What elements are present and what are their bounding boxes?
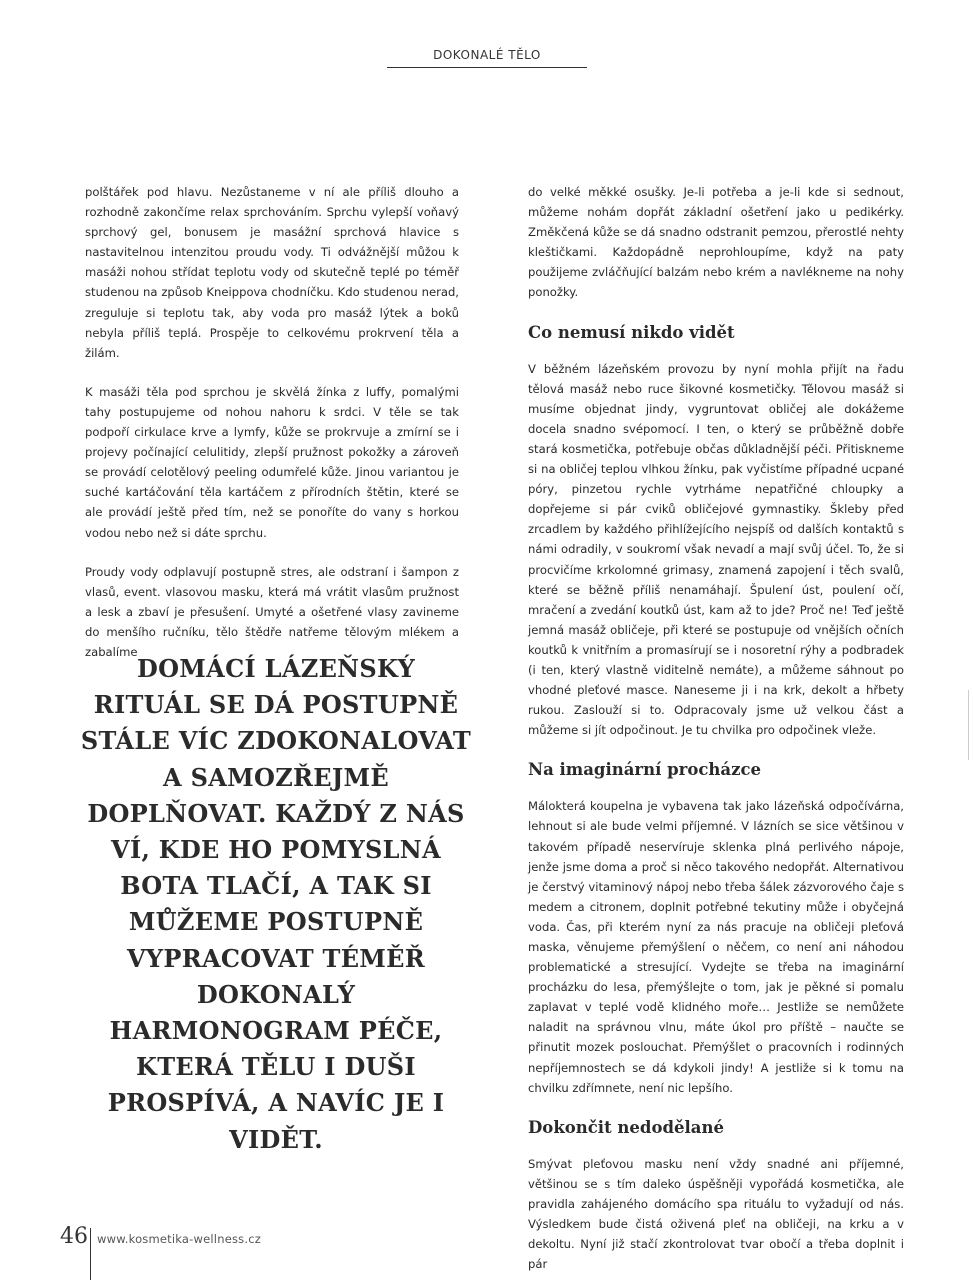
paragraph: Smývat pleťovou masku není vždy snadné ani příjemné, většinou se s tím daleko úspěšněji vypořádá kosmetička, ale pravidla zahájeného domácího spa rituálu to vyžadují od nás. Výsledkem bude čistá oživená pleť na obličeji, na krku a v dekoltu. Nyní již stačí zkontrolovat tvar obočí a třeba doplnit i pár bbox=[528, 1156, 904, 1272]
paragraph: polštářek pod hlavu. Nezůstaneme v ní ale příliš dlouho a rozhodně zakončíme relax sprchováním. Sprchu vylepší voňavý sprchový gel, bonusem je masážní sprchová hlavice s nastavitelnou intenzitou proudu vody. Ti odvážnější můžou k masáži nohou střídat teplotu vody od skutečně teplé po téměř studenou na způsob Kneippova chodníčku. Kdo studenou nerad, zreguluje si teplotu tak, aby voda pro masáž lýtek a boků nebyla příliš teplá. Prospěje to celkovému prokrvení těla a žilám. bbox=[85, 185, 459, 360]
header-rule bbox=[387, 67, 587, 68]
paragraph: V běžném lázeňském provozu by nyní mohla přijít na řadu tělová masáž nebo ruce šikovné kosmetičky. Tělovou masáž si musíme objednat jindy, vygruntovat obličej ale dokážeme docela snadno svépomocí. I ten, o který se průběžně dobře stará kosmetička, potřebuje občas důkladnější péči. Přitiskneme si na obličej teplou vlhkou žínku, pak vyčistíme případné ucpané póry, pinzetou rychle vytrháme nepatřičné chloupky a dopřejeme si pár cviků obličejové gymnastiky. Škleby před zrcadlem by každého přihlížejícího nejspíš od dalších kontaktů s námi odradily, v soukromí však nevadí a mají svůj účel. To, že si procvičíme krkolomné grimasy, znamená zapojení i těch svalů, které se běžně příliš nenamáhají. Špulení úst, poulení očí, mračení a zvedání koutků úst, kam až to jde? Proč ne! Teď ještě jemná masáž obličeje, při které se postupuje od vnějších očních koutků k vnitřním a promasírují se i nosoretní rýhy a podbradek (i ten, který vlastně viditelně nemáte), a můžeme sáhnout po vhodné pleťové masce. Naneseme ji i na krk, dekolt a hřbety rukou. Zaslouží si to. Odpracovaly jsme už velkou část a můžeme si jít odpočinout. Je tu chvilka pro odpočinek vleže. bbox=[528, 361, 904, 738]
section-header: DOKONALÉ TĚLO bbox=[433, 48, 541, 62]
paragraph: K masáži těla pod sprchou je skvělá žínka z luffy, pomalými tahy postupujeme od nohou nahoru k srdci. V těle se tak podpoří cirkulace krve a lymfy, kůže se prokrvuje a zmírní se i projevy počínající celulitidy, zlepší pružnost pokožky a zároveň se provádí celotělový peeling odumřelé kůže. Jinou variantou je suché kartáčování těla kartáčem z přírodních štětin, které se ale provádí ještě před tím, než se ponoříte do vany s horkou vodou nebo než si dáte sprchu. bbox=[85, 384, 459, 540]
paragraph: Proudy vody odplavují postupně stres, ale odstraní i šampon z vlasů, event. vlasovou masku, která má vrátit vlasům pružnost a lesk a zbaví je přesušení. Umyté a ošetřené vlasy zavineme do menšího ručníku, tělo štědře natřeme tělovým mlékem a zabalíme bbox=[85, 564, 459, 659]
footer-rule bbox=[90, 1228, 91, 1280]
paragraph: Málokterá koupelna je vybavena tak jako lázeňská odpočívárna, lehnout si ale bude velmi příjemné. V lázních se sice většinou v takovém případě neservíruje sklenka plná perlivého nápoje, jenže jsme doma a proč si něco takového nedopřát. Alternativou je čerstvý vitaminový nápoj nebo třeba šálek zázvorového čaje s medem a citronem, doplnit potřebné tekutiny může i obyčejná voda. Čas, při kterém nyní za nás pracuje na obličeji pleťová maska, věnujeme přemýšlení o něčem, co není ani náhodou problematické a stresující. Vydejte se třeba na imaginární procházku do lesa, přemýšlejte o tom, jak je pěkné si pomalu zaplavat v teplé vodě klidného moře… Jestliže se nemůžete naladit na správnou vlnu, máte úkol pro příště – naučte se přinutit mozek poslouchat. Přemýšlet o pracovních i rodinných nepříjemnostech se dá kdykoli jindy! A jestliže si k tomu na chvilku zdřímnete, není nic lepšího. bbox=[528, 799, 904, 1095]
left-column bbox=[85, 182, 459, 681]
section-heading: Dokončit nedodělané bbox=[528, 1117, 724, 1137]
section-heading: Na imaginární procházce bbox=[528, 760, 762, 780]
paragraph: do velké měkké osušky. Je-li potřeba a je-li kde si sednout, můžeme nohám dopřát základní ošetření jako u pedikérky. Změkčená kůže se dá snadno odstranit pemzou, přerostlé nehty kleštičkami. Každopádně neprohloupíme, když na paty použijeme zvláčňující balzám nebo krém a navlékneme na nohy ponožky. bbox=[528, 185, 904, 300]
pull-quote: DOMÁCÍ LÁZEŇSKÝ RITUÁL SE DÁ POSTUPNĚ STÁLE VÍC ZDOKONALOVAT A SAMOZŘEJMĚ DOPLŇOVAT. KAŽDÝ Z NÁS VÍ, KDE HO POMYSLNÁ BOTA TLAČÍ, A TAK SI MŮŽEME POSTUPNĚ VYPRACOVAT TÉMĚŘ DOKONALÝ HARMONOGRAM PÉČE, KTERÁ TĚLU I DUŠI PROSPÍVÁ, A NAVÍC JE I VIDĚT. bbox=[80, 654, 472, 1154]
website-url: www.kosmetika-wellness.cz bbox=[97, 1232, 261, 1246]
right-column bbox=[528, 182, 904, 1280]
section-heading: Co nemusí nikdo vidět bbox=[528, 322, 735, 342]
edge-rule bbox=[968, 690, 969, 760]
page-number: 46 bbox=[60, 1224, 88, 1249]
